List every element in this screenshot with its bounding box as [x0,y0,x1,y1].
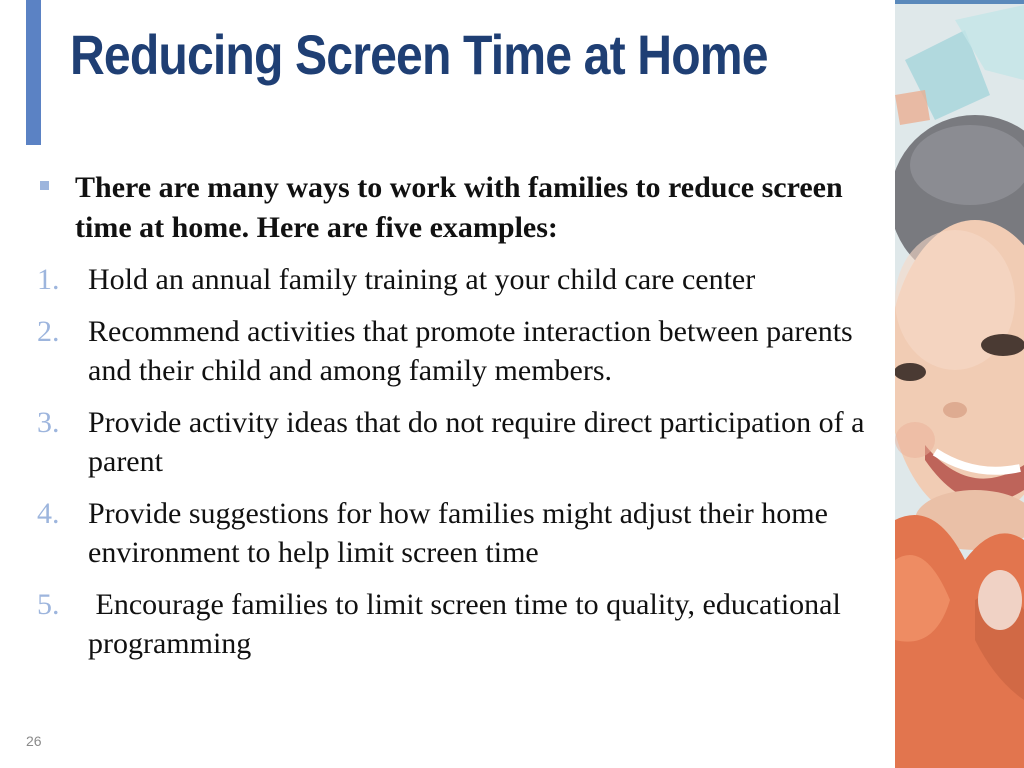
item-number: 1. [37,263,60,296]
item-text: Provide suggestions for how families might adjust their home environment to help limit screen time [88,497,828,569]
item-number: 2. [37,315,60,348]
intro-text: There are many ways to work with families to reduce screen time at home. Here are five examples: [75,171,843,244]
list-item [0,403,880,481]
item-number: 5. [37,588,60,621]
child-photo [895,0,1024,768]
slide-content [0,168,880,676]
item-number: 3. [37,406,60,439]
slide-title: Reducing Screen Time at Home [70,23,768,86]
item-text: Encourage families to limit screen time to quality, educational programming [88,588,849,660]
item-number: 4. [37,497,60,530]
list-item [0,260,880,299]
list-item [0,494,880,572]
square-bullet-icon [40,181,49,190]
child-photo-illustration [895,0,1024,768]
list-item [0,312,880,390]
steps-list [0,260,880,663]
item-text: Recommend activities that promote interaction between parents and their child and among family members. [88,315,853,387]
list-item [0,585,880,663]
item-text: Hold an annual family training at your child care center [88,263,756,296]
page-number: 26 [26,733,42,749]
intro-bullet [0,168,880,248]
item-text: Provide activity ideas that do not require direct participation of a parent [88,406,865,478]
title-accent-bar [26,0,41,145]
